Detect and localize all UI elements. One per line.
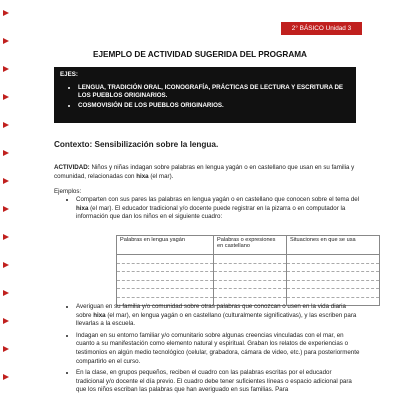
edge-arrow-icon (3, 262, 9, 268)
activity-text-end: (el mar). (148, 172, 174, 180)
activity-paragraph (54, 164, 358, 182)
list-item (76, 196, 360, 222)
words-table (116, 235, 380, 306)
grade-unit-badge: 2° BÁSICO Unidad 3 (281, 22, 362, 35)
table-cell (214, 255, 287, 264)
table-row (117, 280, 380, 289)
edge-arrow-icon (3, 206, 9, 212)
bullet-text: Indagan en su entorno familiar y/o comunitario sobre algunas creencias vinculadas con el mar, en cuanto a su manifestación como elemento natural y espiritual. Graban los relatos de experiencias o testimonios en algún medio tecnológico (celular, grabadora, cámara de video, etc.) para posteriormente compartirlo en el curso. (76, 331, 360, 365)
edge-arrow-icon (3, 122, 9, 128)
activity-label: ACTIVIDAD: (54, 164, 90, 171)
edge-arrow-icon (3, 38, 9, 44)
list-item (76, 303, 360, 329)
edge-arrow-icon (3, 234, 9, 240)
table-header-row (117, 236, 380, 255)
activity-text: Niños y niñas indagan sobre palabras en lengua yagán o en castellano que usan en su familia y comunidad, relacionadas con (54, 164, 355, 180)
bullet-term: hixa (93, 311, 106, 319)
edge-arrow-icon (3, 346, 9, 352)
bullet-text: Averiguan en su familia y/o comunidad sobre otras palabras que conozcan o usen en la vida diaria sobre (76, 303, 346, 319)
ejes-box (54, 67, 356, 123)
edge-arrow-icon (3, 374, 9, 380)
edge-arrow-icon (3, 178, 9, 184)
table-cell (214, 280, 287, 289)
table-row (117, 255, 380, 264)
page-title: EJEMPLO DE ACTIVIDAD SUGERIDA DEL PROGRAMA (93, 50, 307, 59)
table-cell (287, 280, 380, 289)
bullet-text: Comparten con sus pares las palabras en lengua yagán o en castellano que conocen sobre el tema del (76, 196, 360, 203)
bullet-text-end: (el mar), en lengua yagán o en castellano (culturalmente significativas), y las escriben para llevarlas a la escuela. (76, 311, 357, 328)
table-cell (287, 255, 380, 264)
table-cell (214, 272, 287, 281)
table-cell (214, 263, 287, 272)
table-cell (287, 289, 380, 298)
table-cell (117, 263, 214, 272)
ejes-item: • LENGUA, TRADICIÓN ORAL, ICONOGRAFÍA, PRÁCTICAS DE LECTURA Y ESCRITURA DE LOS PUEBLOS ORIGINARIOS. (78, 84, 350, 101)
examples-label: Ejemplos: (54, 188, 82, 195)
table-row (117, 289, 380, 298)
table-cell (117, 280, 214, 289)
table-row (117, 272, 380, 281)
bullet-text: En la clase, en grupos pequeños, reciben el cuadro con las palabras escritas por el educador tradicional y/o docente el día previo. El cuadro debe tener suficientes líneas o espacio adicional para que los niños escriban las palabras que han averiguado en sus familias. Para (76, 369, 352, 394)
table-cell (117, 255, 214, 264)
activity-term: hixa (136, 172, 149, 180)
table-cell (117, 289, 214, 298)
table-cell (287, 272, 380, 281)
table-header-cell: Situaciones en que se usa (287, 236, 380, 255)
edge-arrow-icon (3, 150, 9, 156)
table-header-cell: Palabras o expresiones en castellano (214, 236, 287, 255)
table-header-cell: Palabras en lengua yagán (117, 236, 214, 255)
edge-arrow-icon (3, 66, 9, 72)
edge-arrow-icon (3, 10, 9, 16)
ejes-label: EJES: (60, 71, 78, 78)
ejes-list (60, 84, 350, 110)
list-item (76, 369, 360, 395)
page-edge-marks (0, 0, 12, 400)
table-cell (287, 263, 380, 272)
bullet-text-end: (el mar). El educador tradicional y/o docente puede registrar en la pizarra o en computador la información que dan los niños en el siguiente cuadro: (76, 204, 346, 221)
context-heading: Contexto: Sensibilización sobre la lengua. (54, 140, 219, 149)
examples-list (54, 196, 360, 225)
table-row (117, 263, 380, 272)
table-body (117, 255, 380, 306)
edge-arrow-icon (3, 318, 9, 324)
examples-list-continued (54, 303, 360, 398)
list-item (76, 332, 360, 366)
edge-arrow-icon (3, 290, 9, 296)
table-cell (214, 289, 287, 298)
bullet-term: hixa (76, 204, 89, 212)
edge-arrow-icon (3, 94, 9, 100)
table-cell (117, 272, 214, 281)
ejes-item: • COSMOVISIÓN DE LOS PUEBLOS ORIGINARIOS. (78, 102, 350, 110)
